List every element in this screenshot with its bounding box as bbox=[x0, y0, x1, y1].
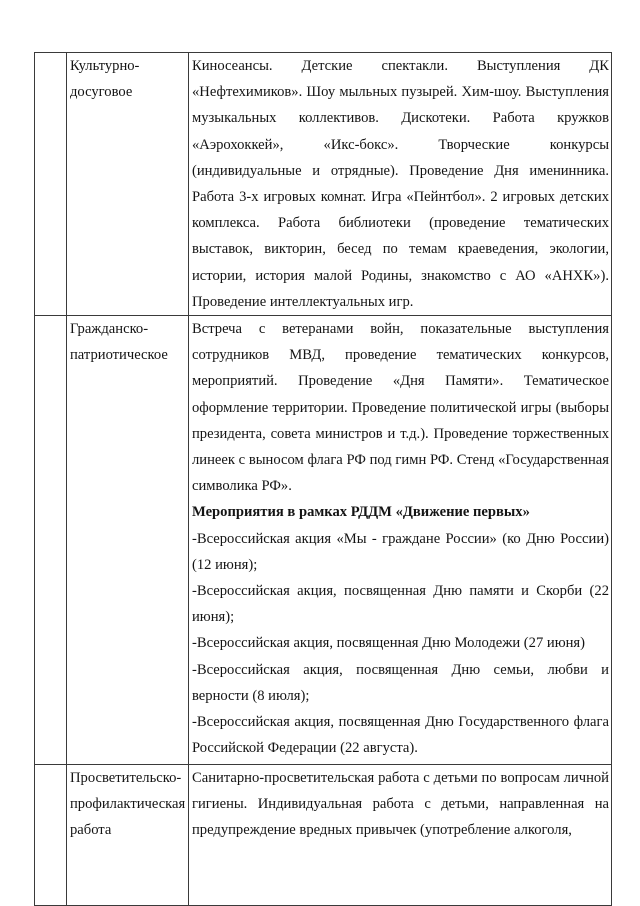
content-paragraph: Киносеансы. Детские спектакли. Выступления ДК «Нефтехимиков». Шоу мыльных пузырей. Хим-шоу. Выступления музыкальных коллективов. Дискотеки. Работа кружков «Аэрохоккей», «Икс-бокс». Творческие конкурсы (индивидуальные и отрядные). Проведение Дня именинника. Работа 3-х игровых комнат. Игра «Пейнтбол». 2 игровых детских комплекса. Работа библиотеки (проведение тематических выставок, викторин, бесед по темам краеведения, экологии, истории, история малой Родины, знакомство с АО «АНХК»). Проведение интеллектуальных игр. bbox=[192, 58, 609, 310]
row-number-cell bbox=[35, 53, 67, 316]
table-row bbox=[35, 765, 612, 906]
row-number-cell bbox=[35, 316, 67, 765]
list-item: -Всероссийская акция, посвященная Дню памяти и Скорби (22 июня); bbox=[192, 583, 609, 626]
table-row bbox=[35, 316, 612, 765]
list-item: -Всероссийская акция «Мы - граждане России» (ко Дню России) (12 июня); bbox=[192, 530, 609, 573]
table-row bbox=[35, 53, 612, 316]
direction-line: работа bbox=[70, 822, 112, 839]
direction-cell bbox=[67, 53, 189, 316]
section-subheading: Мероприятия в рамках РДДМ «Движение первых» bbox=[192, 504, 530, 521]
list-item: -Всероссийская акция, посвященная Дню Государственного флага Российской Федерации (22 августа). bbox=[192, 714, 609, 757]
content-cell bbox=[189, 53, 612, 316]
direction-line: Гражданско- bbox=[70, 321, 149, 338]
content-cell bbox=[189, 316, 612, 765]
direction-line: Просветительско- bbox=[70, 770, 182, 787]
direction-line: патриотическое bbox=[70, 347, 168, 364]
direction-line: Культурно- bbox=[70, 58, 140, 74]
content-paragraph: Санитарно-просветительская работа с детьми по вопросам личной гигиены. Индивидуальная работа с детьми, направленная на предупреждение вредных привычек (употребление алкоголя, bbox=[192, 770, 609, 839]
direction-line: досуговое bbox=[70, 84, 133, 101]
content-cell bbox=[189, 765, 612, 906]
list-item: -Всероссийская акция, посвященная Дню Молодежи (27 июня) bbox=[192, 635, 586, 652]
direction-line: профилактическая bbox=[70, 796, 186, 813]
content-paragraph: Встреча с ветеранами войн, показательные выступления сотрудников МВД, проведение тематических конкурсов, мероприятий. Проведение «Дня Памяти». Тематическое оформление территории. Проведение политической игры (выборы президента, совета министров и т.д.). Проведение торжественных линеек с выносом флага РФ под гимн РФ. Стенд «Государственная символика РФ». bbox=[192, 321, 609, 495]
direction-cell bbox=[67, 765, 189, 906]
row-number-cell bbox=[35, 765, 67, 906]
activities-table bbox=[34, 52, 612, 906]
direction-cell bbox=[67, 316, 189, 765]
list-item: -Всероссийская акция, посвященная Дню семьи, любви и верности (8 июля); bbox=[192, 661, 609, 704]
